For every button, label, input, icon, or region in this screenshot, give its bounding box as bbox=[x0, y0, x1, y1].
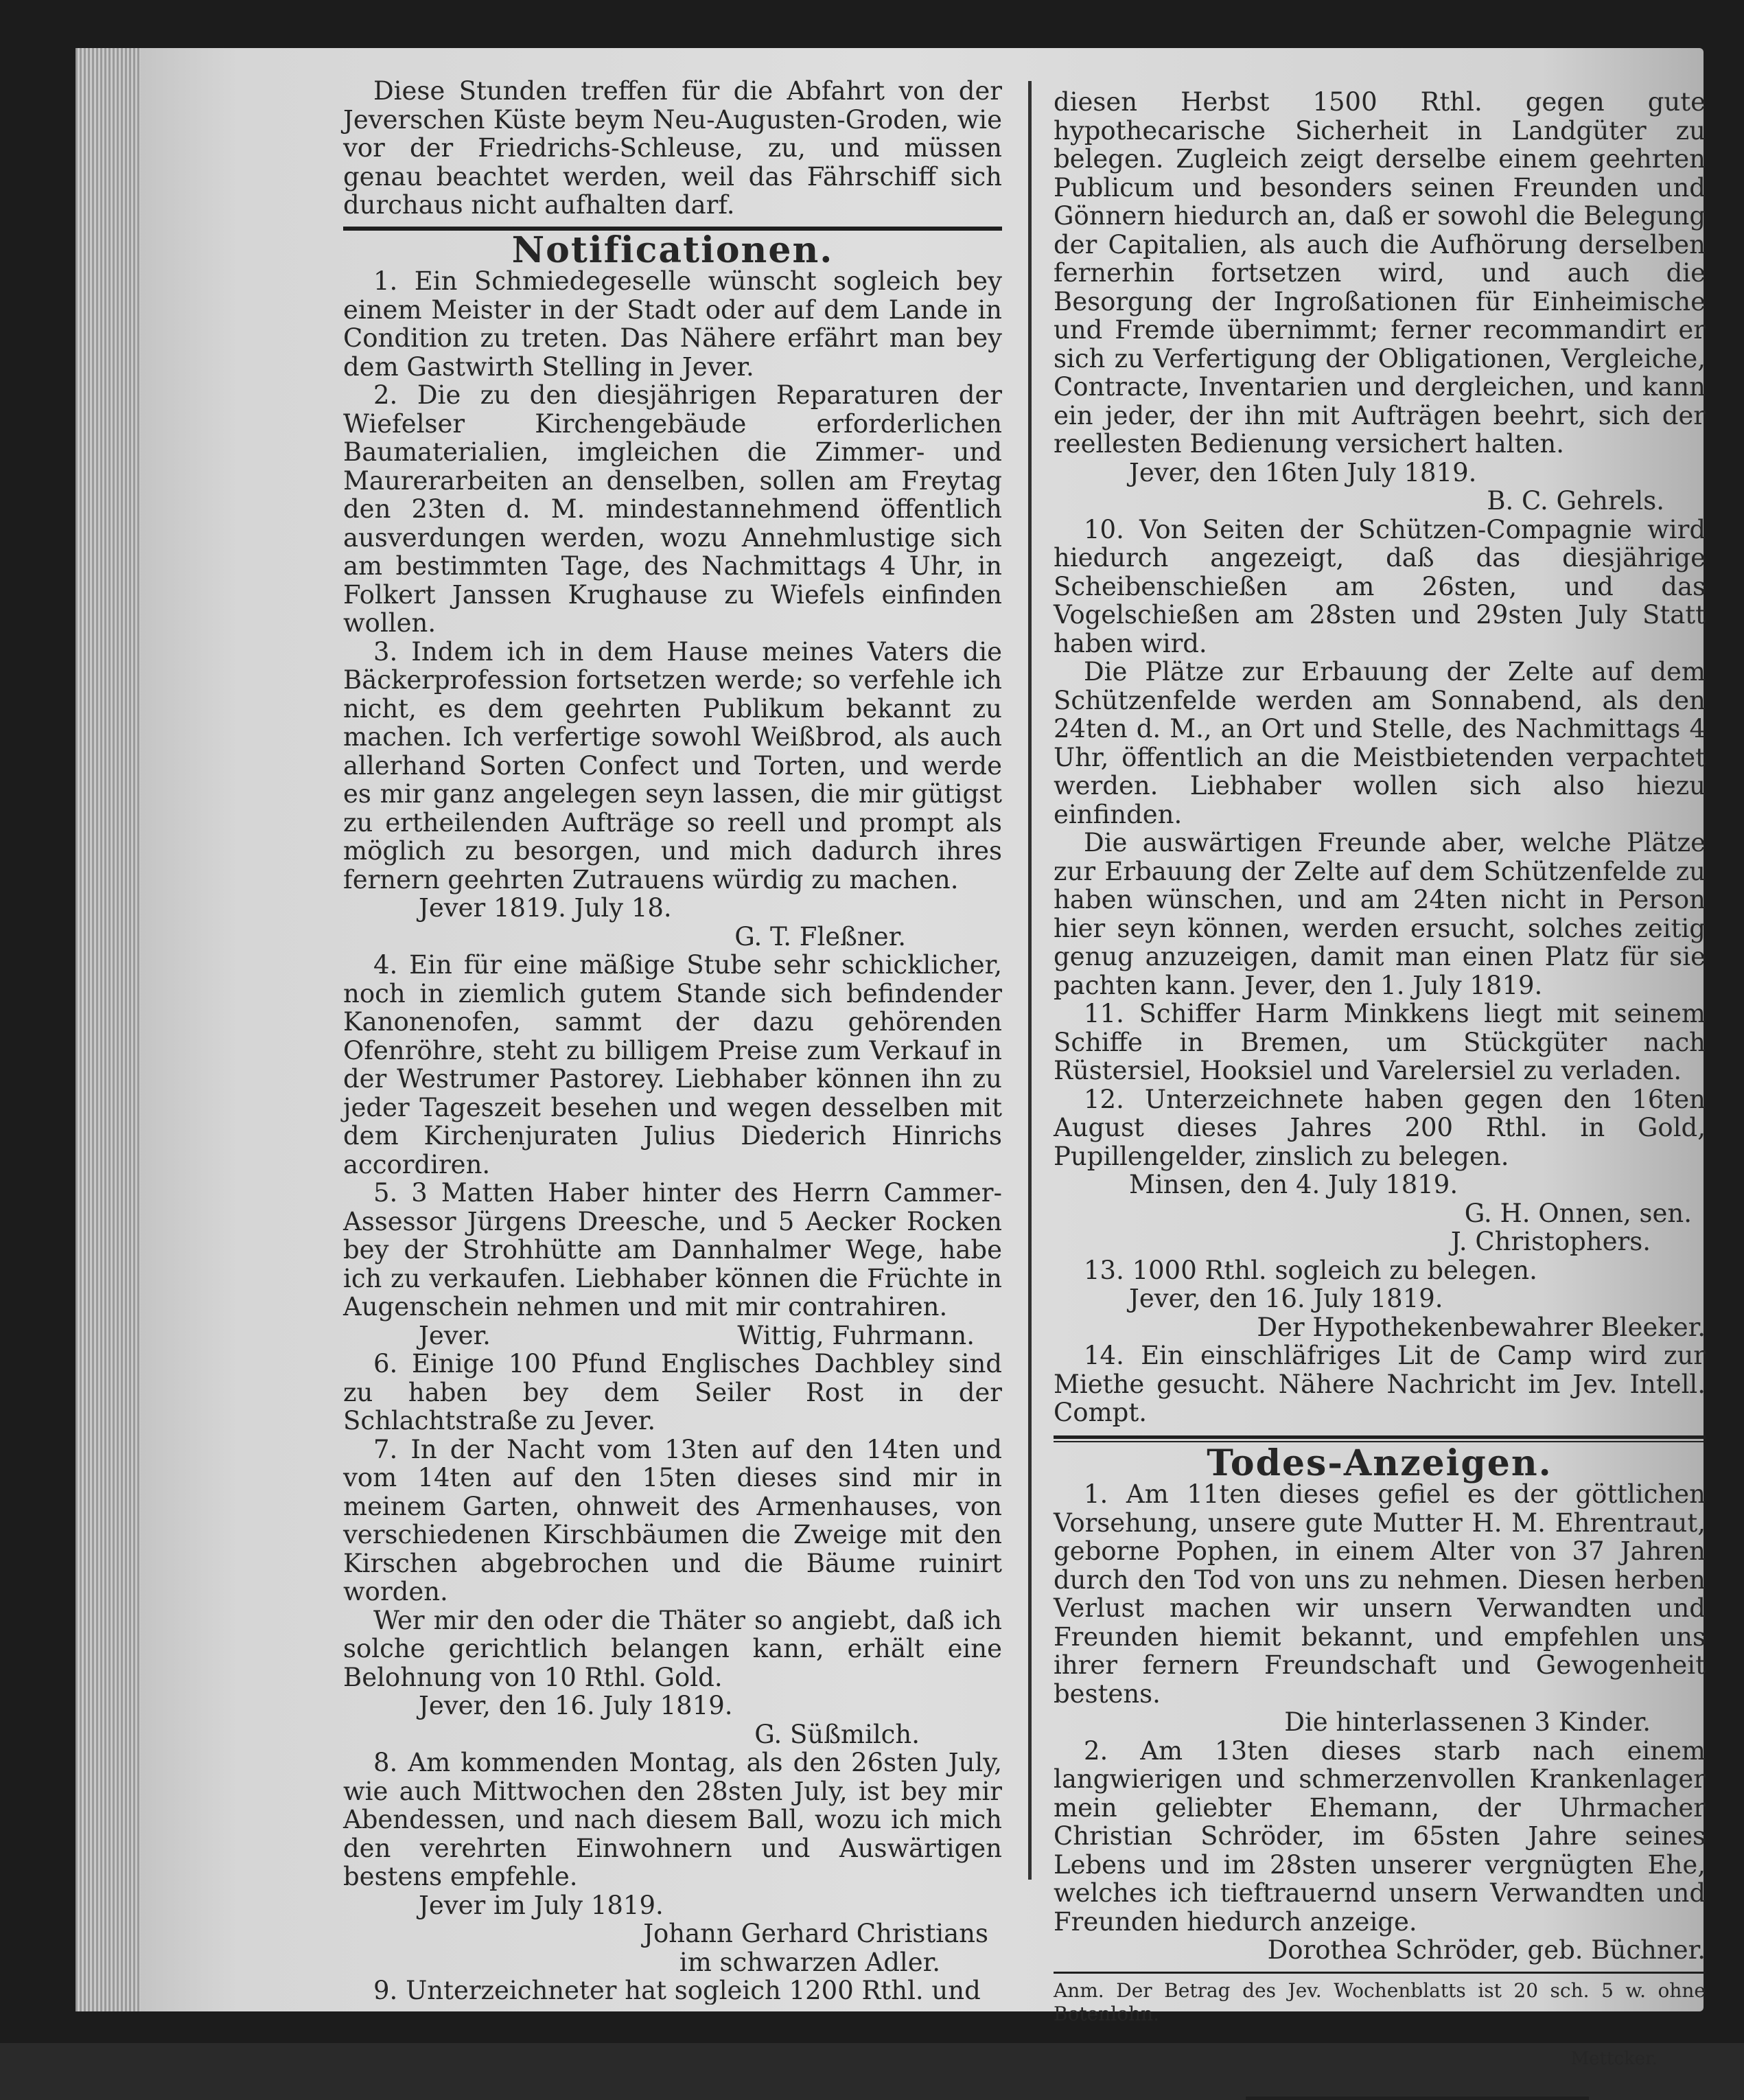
death-notice-2-signature: Dorothea Schröder, geb. Büchner. bbox=[1267, 1935, 1706, 1965]
notifications-heading: Notificationen. bbox=[511, 229, 834, 271]
notice-3-place: Jever 1819. July 18. bbox=[419, 893, 672, 923]
notice-9-continued: diesen Herbst 1500 Rthl. gegen gute hypothecarische Sicherheit in Landgüter zu belegen. Zugleich zeigt derselbe einem geehrten Publicum und besonders seinen Freunden und Gönnern hiedurch an, daß er sowohl die Belegung der Capitalien, als auch die Aufhörung derselben fernerhin fortsetzen wird, und auch die Besorgung der Ingroßationen für Einheimische und Fremde übernimmt; ferner recommandirt er sich zu Verfertigung der Obligationen, Vergleiche, Contracte, Inventarien und dergleichen, und kann ein jeder, der ihn mit Aufträgen beehrt, sich der reellesten Bedienung versichert halten. bbox=[1054, 87, 1706, 459]
notice-8-signature-line2: im schwarzen Adler. bbox=[679, 1947, 940, 1977]
page-edge-stack bbox=[75, 48, 141, 2011]
notice-9-signature: B. C. Gehrels. bbox=[1487, 486, 1664, 516]
notice-9: 9. Unterzeichneter hat sogleich 1200 Rthl. und bbox=[373, 1976, 981, 2005]
deaths-rule bbox=[1054, 1435, 1706, 1442]
printer-name: Mettcker. bbox=[1570, 2048, 1658, 2069]
death-notice-1: 1. Am 11ten dieses gefiel es der göttlichen Vorsehung, unsere gute Mutter H. M. Ehrentraut, geborne Pophen, in einem Alter von 37 Jahren durch den Tod von uns zu nehmen. Diesen herben Verlust machen wir unsern Verwandten und Freunden hiemit bekannt, und empfehlen uns ihrer fernern Freundschaft und Gewogenheit bestens. bbox=[1054, 1479, 1706, 1709]
footnote-rule bbox=[1054, 1972, 1706, 1974]
notice-10: 10. Von Seiten der Schützen-Compagnie wird hiedurch angezeigt, daß das diesjährige Scheibenschießen am 26sten, und das Vogelschießen am 28sten und 29sten July Statt haben wird. bbox=[1054, 514, 1706, 658]
footnote: Anm. Der Betrag des Jev. Wochenblatts ist 20 sch. 5 w. ohne Botenlohn. bbox=[1054, 1978, 1706, 2025]
notice-5-footer bbox=[343, 1322, 1002, 1350]
notice-13-place: Jever, den 16. July 1819. bbox=[1129, 1284, 1443, 1313]
notice-12: 12. Unterzeichnete haben gegen den 16ten August dieses Jahres 200 Rthl. in Gold, Pupillengelder, zinslich zu belegen. bbox=[1054, 1084, 1706, 1171]
notice-12-signature-line2: J. Christophers. bbox=[1450, 1227, 1651, 1256]
end-rule bbox=[1246, 2097, 1589, 2100]
notice-10-tents: Die Plätze zur Erbauung der Zelte auf dem Schützenfelde werden am Sonnabend, als den 24ten d. M., an Ort und Stelle, des Nachmittags 4 Uhr, öffentlich an die Meistbietenden verpachtet werden. Liebhaber wollen sich also hiezu einfinden. bbox=[1054, 657, 1706, 829]
intro-paragraph: Diese Stunden treffen für die Abfahrt von der Jeverschen Küste beym Neu-Augusten-Groden, wie vor der Friedrichs-Schleuse, zu, und müssen genau beachtet werden, weil das Fährschiff sich durchaus nicht aufhalten darf. bbox=[343, 76, 1002, 220]
notice-3-signature: G. T. Fleßner. bbox=[734, 921, 906, 951]
notice-12-signature: G. H. Onnen, sen. bbox=[1464, 1198, 1692, 1228]
right-column bbox=[1054, 88, 1706, 2100]
notice-14: 14. Ein einschläfriges Lit de Camp wird zur Miethe gesucht. Nähere Nachricht im Jev. Intell. Compt. bbox=[1054, 1341, 1706, 1427]
notice-7-signature: G. Süßmilch. bbox=[754, 1719, 920, 1749]
notice-3: 3. Indem ich in dem Hause meines Vaters die Bäckerprofession fortsetzen werde; so verfehle ich nicht, es dem geehrten Publikum bekannt zu machen. Ich verfertige sowohl Weißbrod, als auch allerhand Sorten Confect und Torten, und werde es mir ganz angelegen seyn lassen, die mir gütigst zu ertheilenden Aufträge so reell und prompt als möglich zu besorgen, und mich dadurch ihres fernern geehrten Zutrauens würdig zu machen. bbox=[343, 636, 1002, 895]
notice-11: 11. Schiffer Harm Minkkens liegt mit seinem Schiffe in Bremen, um Stückgüter nach Rüstersiel, Hooksiel und Varelersiel zu verladen. bbox=[1054, 999, 1706, 1085]
death-notice-2: 2. Am 13ten dieses starb nach einem langwierigen und schmerzenvollen Krankenlager mein geliebter Ehemann, der Uhrmacher Christian Schröder, im 65sten Jahre seines Lebens und im 28sten unserer vergnügten Ehe, welches ich tieftrauernd unsern Verwandten und Freunden hiedurch anzeige. bbox=[1054, 1735, 1706, 1937]
left-column bbox=[343, 77, 1002, 2005]
column-separator bbox=[1028, 81, 1032, 1880]
notice-13-signature: Der Hypothekenbewahrer Bleeker. bbox=[1257, 1312, 1706, 1342]
notice-10-guests: Die auswärtigen Freunde aber, welche Plätze zur Erbauung der Zelte auf dem Schützenfelde zu haben wünschen, und am 24ten nicht in Person hier seyn können, werden ersucht, solches zeitig genug anzuzeigen, damit man einen Platz für sie pachten kann. Jever, den 1. July 1819. bbox=[1054, 828, 1706, 1000]
notice-8-signature: Johann Gerhard Christians bbox=[643, 1919, 988, 1948]
notice-1: 1. Ein Schmiedegeselle wünscht sogleich bey einem Meister in der Stadt oder auf dem Lande in Condition zu treten. Das Nähere erfährt man bey dem Gastwirth Stelling in Jever. bbox=[343, 266, 1002, 382]
notice-7-place: Jever, den 16. July 1819. bbox=[419, 1691, 733, 1720]
notice-4: 4. Ein für eine mäßige Stube sehr schicklicher, noch in ziemlich gutem Stande sich befindender Kanonenofen, sammt der dazu gehörenden Ofenröhre, steht zu billigem Preise zum Verkauf in der Westrumer Pastorey. Liebhaber können ihn zu jeder Tageszeit besehen und wegen desselben mit dem Kirchenjuraten Julius Diederich Hinrichs accordiren. bbox=[343, 950, 1002, 1179]
notice-5-signature: Wittig, Fuhrmann. bbox=[737, 1320, 975, 1350]
notice-6: 6. Einige 100 Pfund Englisches Dachbley sind zu haben bey dem Seiler Rost in der Schlachtstraße zu Jever. bbox=[343, 1349, 1002, 1435]
notice-7-reward: Wer mir den oder die Thäter so angiebt, daß ich solche gerichtlich belangen kann, erhält eine Belohnung von 10 Rthl. Gold. bbox=[343, 1605, 1002, 1692]
notice-8-place: Jever im July 1819. bbox=[419, 1890, 664, 1920]
notice-8: 8. Am kommenden Montag, als den 26sten July, wie auch Mittwochen den 28sten July, ist bey mir Abendessen, und nach diesem Ball, wozu ich mich den verehrten Einwohnern und Auswärtigen bestens empfehle. bbox=[343, 1748, 1002, 1891]
deaths-heading: Todes-Anzeigen. bbox=[1207, 1442, 1553, 1484]
death-notice-1-signature: Die hinterlassenen 3 Kinder. bbox=[1284, 1707, 1651, 1737]
notice-13: 13. 1000 Rthl. sogleich zu belegen. bbox=[1084, 1255, 1537, 1285]
notice-12-place: Minsen, den 4. July 1819. bbox=[1129, 1170, 1458, 1199]
notice-9-place: Jever, den 16ten July 1819. bbox=[1129, 457, 1477, 487]
notice-2: 2. Die zu den diesjährigen Reparaturen der Wiefelser Kirchengebäude erforderlichen Baumaterialien, imgleichen die Zimmer- und Maurerarbeiten an denselben, sollen am Freytag den 23ten d. M. mindestannehmend öffentlich ausverdungen werden, wozu Annehmlustige sich am bestimmten Tage, des Nachmittags 4 Uhr, in Folkert Janssen Krughause zu Wiefels einfinden wollen. bbox=[343, 380, 1002, 638]
notice-7: 7. In der Nacht vom 13ten auf den 14ten und vom 14ten auf den 15ten dieses sind mir in meinem Garten, ohnweit des Armenhauses, von verschiedenen Kirschbäumen die Zweige mit den Kirschen abgebrochen und die Bäume ruinirt worden. bbox=[343, 1434, 1002, 1606]
notice-5: 5. 3 Matten Haber hinter des Herrn Cammer-Assessor Jürgens Dreesche, und 5 Aecker Rocken bey der Strohhütte am Dannhalmer Wege, habe ich zu verkaufen. Liebhaber können die Früchte in Augenschein nehmen und mit mir contrahiren. bbox=[343, 1178, 1002, 1322]
notice-5-place: Jever. bbox=[419, 1320, 491, 1350]
